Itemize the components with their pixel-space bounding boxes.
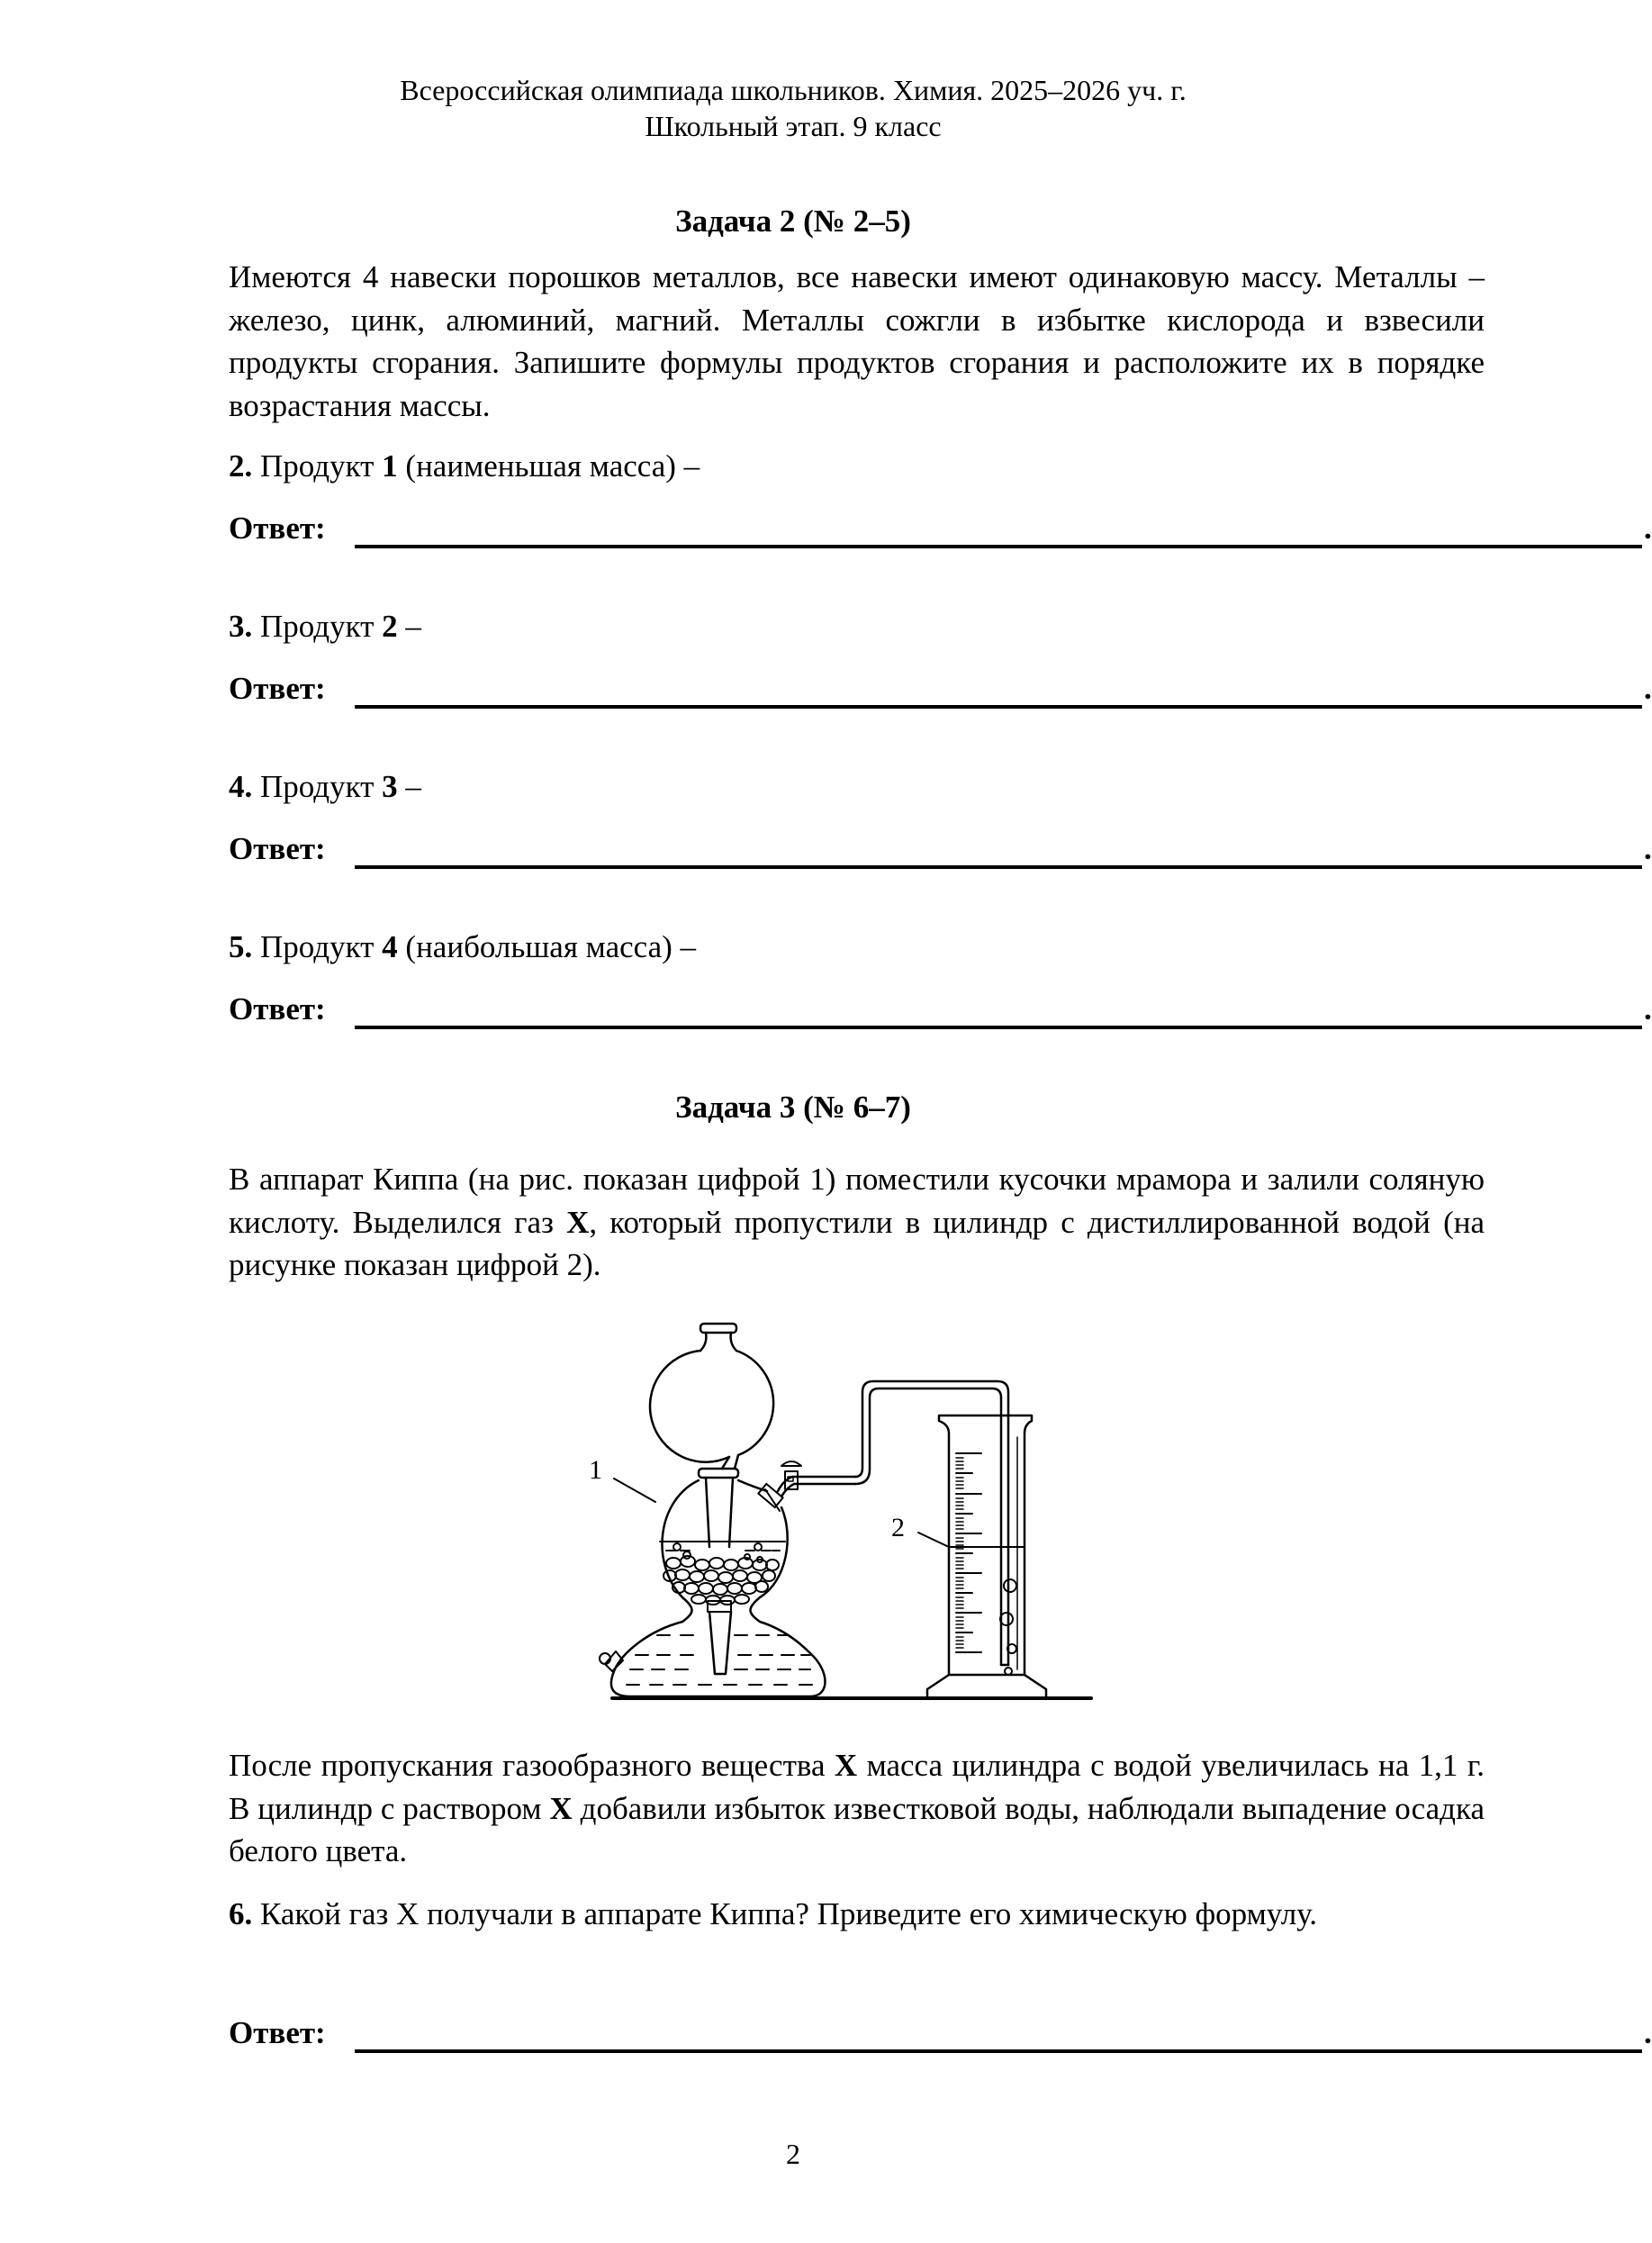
question-5	[229, 927, 696, 967]
answer-row-6	[229, 2013, 1652, 2058]
kipp-apparatus-figure	[589, 1311, 1116, 1716]
task-2-intro: Имеются 4 навески порошков металлов, все навески имеют одинаковую массу. Металлы – железо, цинк, алюминий, магний. Металлы сожгли в избытке кислорода и взвесили продукты сгорания. Запишите формулы продуктов сгорания и расположите их в порядке возрастания массы.	[229, 259, 1485, 423]
intro-text: , который пропустили в цилиндр с дистиллированной водой (на рисунке показан цифрой 2).	[229, 1204, 1485, 1282]
product-number: 4	[382, 929, 398, 964]
answer-label: Ответ:	[229, 2015, 326, 2050]
answer-period: .	[1644, 831, 1652, 866]
answer-period: .	[1644, 2015, 1652, 2050]
task-3-intro	[229, 1158, 1485, 1287]
observation-text: После пропускания газообразного вещества	[229, 1748, 835, 1783]
figure-label-kipp-apparatus: 1	[589, 1455, 602, 1485]
question-6	[229, 1893, 1485, 1936]
answer-row-2	[229, 509, 1652, 554]
gas-x-symbol: X	[566, 1204, 590, 1240]
question-4	[229, 767, 421, 807]
document-header-subtitle: Школьный этап. 9 класс	[645, 110, 942, 142]
gas-x-symbol: X	[834, 1748, 858, 1783]
answer-label: Ответ:	[229, 671, 326, 706]
answer-label: Ответ:	[229, 991, 326, 1027]
answer-row-3	[229, 669, 1652, 714]
question-3	[229, 607, 421, 647]
answer-period: .	[1644, 671, 1652, 706]
question-text: –	[397, 609, 421, 644]
intro-text: В аппарат Киппа (на рис. показан цифрой 1) поместили кусочки мрамора и залили соляную кислоту. Выделился газ	[229, 1162, 1485, 1240]
answer-input-3[interactable]	[355, 669, 1646, 707]
question-number: 3.	[229, 609, 253, 644]
answer-period: .	[1644, 991, 1652, 1027]
kipp-apparatus-diagram	[594, 1311, 1116, 1716]
document-header-title: Всероссийская олимпиада школьников. Химия. 2025–2026 уч. г.	[400, 74, 1187, 106]
task-2-title: Задача 2 (№ 2–5)	[675, 203, 911, 239]
answer-input-2[interactable]	[355, 509, 1646, 547]
gas-x-symbol: X	[549, 1790, 573, 1826]
answer-label: Ответ:	[229, 511, 326, 546]
question-number: 5.	[229, 929, 253, 964]
question-text: Продукт	[252, 769, 383, 804]
answer-input-6[interactable]	[355, 2013, 1646, 2051]
question-text: Продукт	[252, 929, 383, 964]
page-number: 2	[786, 2138, 800, 2170]
observation-text: добавили избыток известковой воды, наблюдали выпадение осадка белого цвета.	[229, 1790, 1485, 1868]
question-text: Продукт	[252, 609, 383, 644]
question-number: 2.	[229, 448, 253, 484]
figure-label-cylinder: 2	[891, 1513, 905, 1542]
answer-period: .	[1644, 511, 1652, 546]
question-number: 4.	[229, 769, 253, 804]
product-number: 1	[382, 448, 398, 484]
question-text: Продукт	[252, 448, 383, 484]
question-text: (наибольшая масса) –	[397, 929, 697, 964]
product-number: 3	[382, 769, 398, 804]
answer-label: Ответ:	[229, 831, 326, 866]
task-3-title: Задача 3 (№ 6–7)	[675, 1090, 911, 1125]
task-3-observation	[229, 1744, 1485, 1873]
product-number: 2	[382, 609, 398, 644]
question-text: –	[397, 769, 421, 804]
answer-row-4	[229, 829, 1652, 874]
answer-input-5[interactable]	[355, 990, 1646, 1027]
question-text: Какой газ X получали в аппарате Киппа? Приведите его химическую формулу.	[252, 1896, 1317, 1931]
answer-input-4[interactable]	[355, 829, 1646, 867]
observation-text: масса цилиндра с водой увеличилась на 1,1 г. В цилиндр с раствором	[229, 1748, 1485, 1826]
question-2	[229, 447, 700, 486]
answer-row-5	[229, 990, 1652, 1035]
question-number: 6.	[229, 1896, 253, 1931]
question-text: (наименьшая масса) –	[397, 448, 700, 484]
